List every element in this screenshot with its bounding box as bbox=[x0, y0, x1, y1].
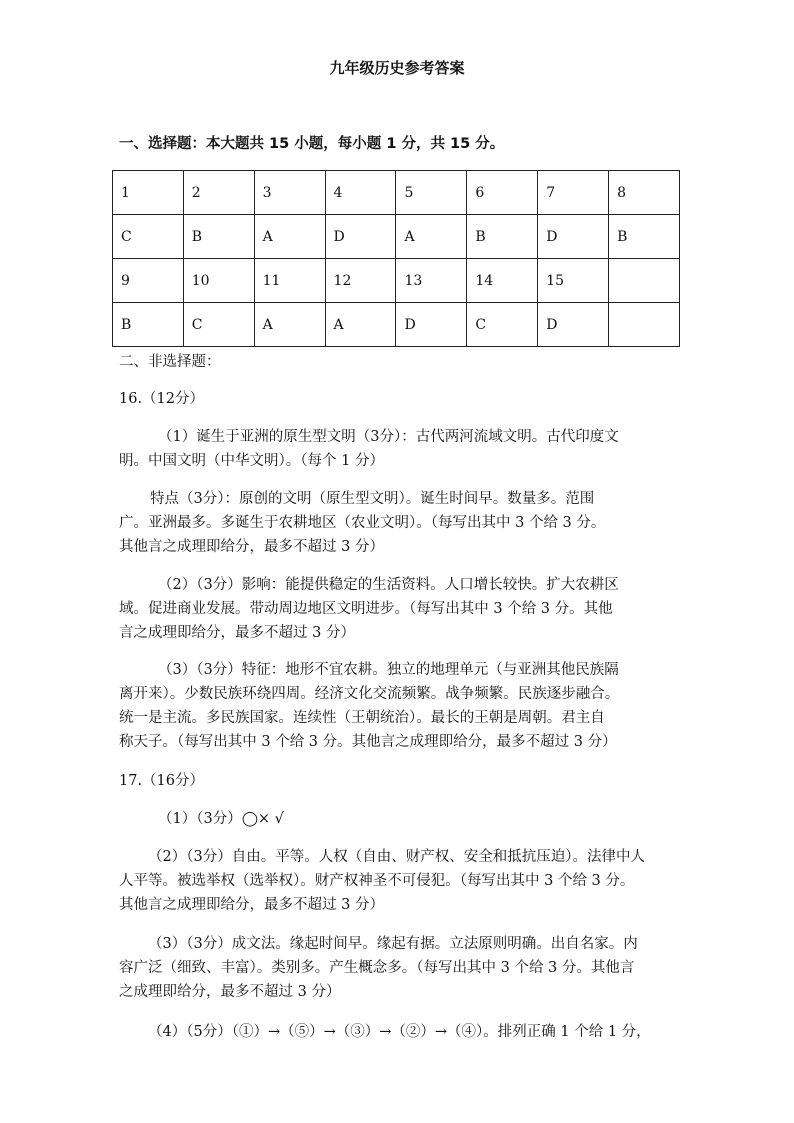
answer-line: 统一是主流。多民族国家。连续性（王朝统治）。最长的王朝是周朝。君主自 bbox=[119, 710, 605, 726]
table-cell: 15 bbox=[538, 259, 609, 303]
table-cell: C bbox=[183, 303, 254, 347]
section1-heading: 一、选择题：本大题共 15 小题，每小题 1 分，共 15 分。 bbox=[119, 136, 505, 152]
answer-line: 容广泛（细致、丰富）。类别多。产生概念多。（每写出其中 3 个给 3 分。其他言 bbox=[119, 960, 635, 976]
answer-table bbox=[112, 170, 680, 347]
table-cell: A bbox=[325, 303, 396, 347]
table-cell: A bbox=[396, 215, 467, 259]
table-cell bbox=[609, 303, 680, 347]
table-cell: 2 bbox=[183, 171, 254, 215]
table-cell: B bbox=[609, 215, 680, 259]
q17-heading: 17.（16分） bbox=[119, 773, 205, 789]
table-cell: 1 bbox=[113, 171, 184, 215]
table-cell bbox=[609, 259, 680, 303]
table-cell: 8 bbox=[609, 171, 680, 215]
answer-line: （3）（3分）成文法。缘起时间早。缘起有据。立法原则明确。出自名家。内 bbox=[148, 936, 638, 952]
table-cell: D bbox=[538, 303, 609, 347]
table-row bbox=[113, 215, 680, 259]
table-cell: 14 bbox=[467, 259, 538, 303]
answer-line: （4）（5分）（①）→（⑤）→（③）→（②）→（④）。排列正确 1 个给 1 分， bbox=[148, 1024, 651, 1040]
section2-heading: 二、非选择题： bbox=[119, 354, 221, 370]
table-cell: 12 bbox=[325, 259, 396, 303]
answer-line: 域。促进商业发展。带动周边地区文明进步。（每写出其中 3 个给 3 分。其他 bbox=[119, 601, 613, 617]
table-cell: D bbox=[325, 215, 396, 259]
answer-line: 言之成理即给分，最多不超过 3 分） bbox=[119, 625, 355, 641]
table-cell: B bbox=[183, 215, 254, 259]
table-cell: C bbox=[113, 215, 184, 259]
table-row bbox=[113, 171, 680, 215]
page-title: 九年级历史参考答案 bbox=[329, 59, 465, 77]
answer-line: 离开来）。少数民族环绕四周。经济文化交流频繁。战争频繁。民族逐步融合。 bbox=[119, 686, 620, 702]
answer-line: （2）（3分）影响：能提供稳定的生活资料。人口增长较快。扩大农耕区 bbox=[158, 577, 619, 593]
answer-line: 特点（3分）：原创的文明（原生型文明）。诞生时间早。数量多。范围 bbox=[150, 491, 595, 507]
table-cell: 6 bbox=[467, 171, 538, 215]
table-row bbox=[113, 303, 680, 347]
q16-heading: 16.（12分） bbox=[119, 391, 205, 407]
answer-line: 广。亚洲最多。多诞生于农耕地区（农业文明）。（每写出其中 3 个给 3 分。 bbox=[119, 515, 606, 531]
answer-line: （1）诞生于亚洲的原生型文明（3分）：古代两河流域文明。古代印度文 bbox=[158, 429, 619, 445]
table-cell: D bbox=[538, 215, 609, 259]
answer-line: 人平等。被选举权（选举权）。财产权神圣不可侵犯。（每写出其中 3 个给 3 分。 bbox=[119, 873, 635, 889]
table-row bbox=[113, 259, 680, 303]
answer-line: （3）（3分）特征：地形不宜农耕。独立的地理单元（与亚洲其他民族隔 bbox=[158, 662, 619, 678]
table-cell: B bbox=[467, 215, 538, 259]
table-cell: A bbox=[254, 303, 325, 347]
table-cell: 10 bbox=[183, 259, 254, 303]
answer-line: 其他言之成理即给分，最多不超过 3 分） bbox=[119, 897, 384, 913]
table-cell: 4 bbox=[325, 171, 396, 215]
table-cell: A bbox=[254, 215, 325, 259]
answer-line: （2）（3分）自由。平等。人权（自由、财产权、安全和抵抗压迫）。法律中人 bbox=[148, 849, 645, 865]
answer-line: 称天子。（每写出其中 3 个给 3 分。其他言之成理即给分，最多不超过 3 分） bbox=[119, 734, 617, 750]
answer-line: （1）（3分）◯× √ bbox=[158, 811, 284, 827]
answer-line: 明。中国文明（中华文明）。（每个 1 分） bbox=[119, 453, 384, 469]
table-cell: 5 bbox=[396, 171, 467, 215]
table-cell: 3 bbox=[254, 171, 325, 215]
table-cell: 9 bbox=[113, 259, 184, 303]
answer-line: 其他言之成理即给分，最多不超过 3 分） bbox=[119, 539, 384, 555]
table-cell: C bbox=[467, 303, 538, 347]
answer-line: 之成理即给分，最多不超过 3 分） bbox=[119, 984, 341, 1000]
table-cell: 7 bbox=[538, 171, 609, 215]
table-cell: B bbox=[113, 303, 184, 347]
table-cell: 13 bbox=[396, 259, 467, 303]
table-cell: 11 bbox=[254, 259, 325, 303]
table-cell: D bbox=[396, 303, 467, 347]
